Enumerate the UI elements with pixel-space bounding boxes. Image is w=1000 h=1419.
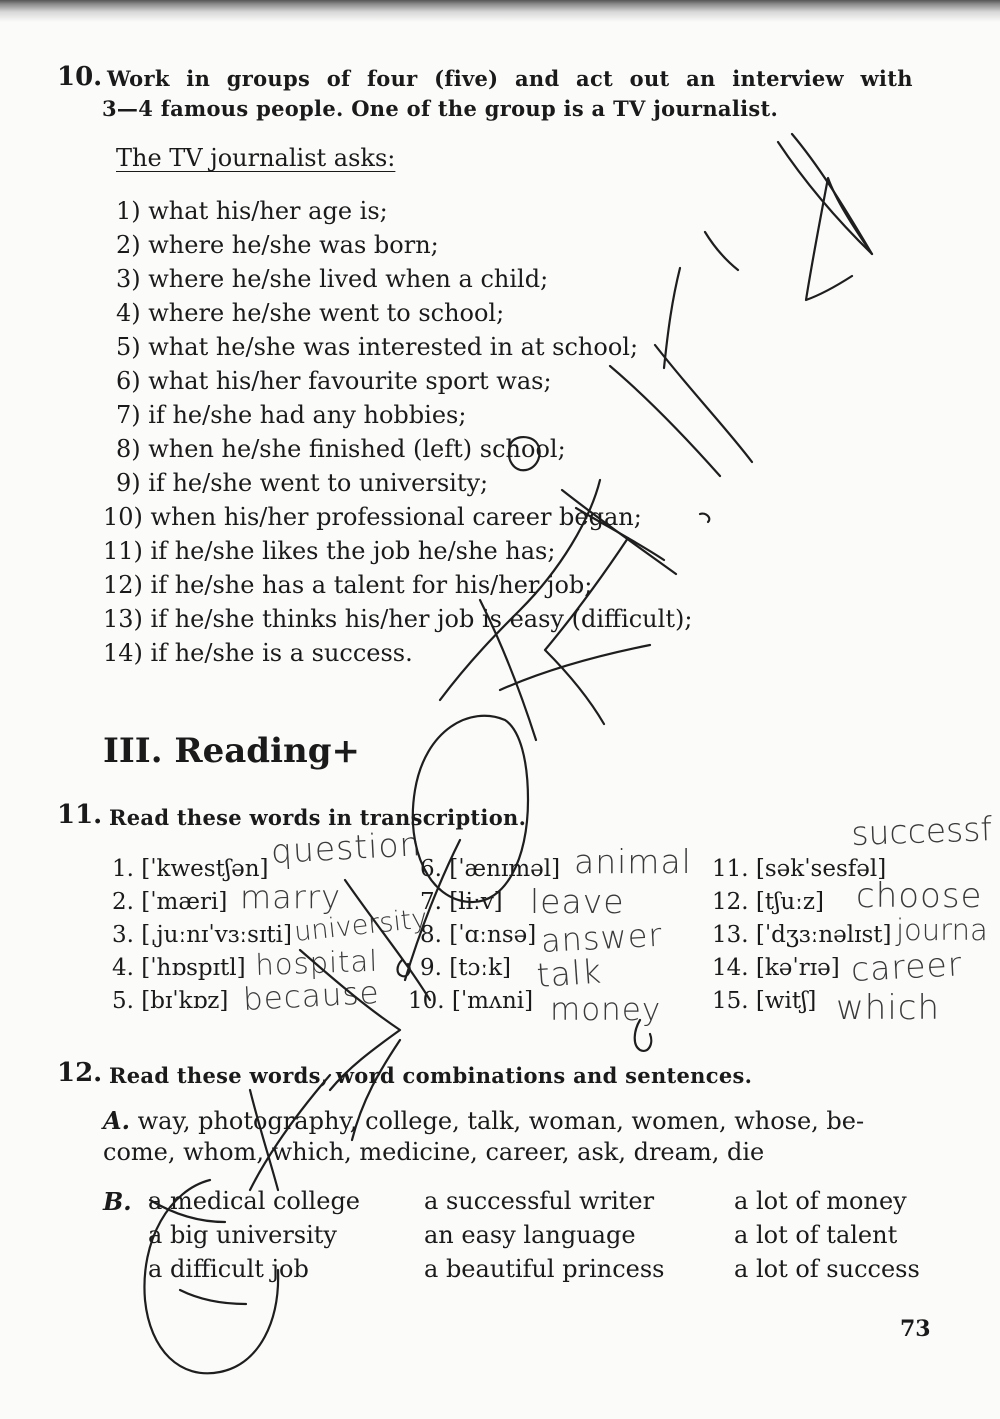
- handwritten-answer: university: [292, 903, 429, 948]
- handwritten-answer: journa: [896, 913, 988, 947]
- task-10-subtitle: The TV journalist asks:: [116, 144, 396, 172]
- question-item: 2) where he/she was born;: [116, 231, 439, 259]
- question-item: 4) where he/she went to school;: [116, 299, 505, 327]
- handwritten-answer: money: [550, 992, 662, 1028]
- scribble-stroke: [664, 268, 680, 368]
- page-number: 73: [900, 1316, 931, 1342]
- task-12-number: 12.: [57, 1058, 103, 1088]
- handwritten-answer: successf: [850, 809, 993, 853]
- transcription-item: 1. [ˈkwestʃən]: [112, 856, 269, 882]
- question-item: 9) if he/she went to university;: [116, 469, 489, 497]
- scribble-stroke: [180, 1290, 246, 1304]
- question-item: 10) when his/her professional career began;: [103, 503, 642, 531]
- handwritten-answer: because: [242, 974, 381, 1018]
- question-item: 3) where he/she lived when a child;: [116, 265, 549, 293]
- task-11-heading: Read these words in transcription.: [109, 805, 527, 830]
- transcription-item: 3. [ˌjuːnɪˈvɜːsɪti]: [112, 922, 292, 948]
- handwritten-answer: question: [269, 824, 423, 871]
- part-a: [103, 1106, 864, 1135]
- handwritten-answer: leave: [530, 882, 625, 921]
- scribble-stroke: [806, 178, 872, 300]
- part-a-label: A.: [103, 1106, 130, 1135]
- scribble-stroke: [500, 645, 650, 690]
- transcription-item: 2. [ˈmæri]: [112, 889, 228, 915]
- transcription-item: 13. [ˈdʒɜːnəlɪst]: [712, 922, 892, 948]
- phrase-item: a lot of success: [734, 1255, 920, 1283]
- scribble-stroke: [655, 345, 752, 462]
- transcription-item: 12. [tʃuːz]: [712, 889, 825, 915]
- transcription-item: 10. [ˈmʌni]: [408, 988, 534, 1014]
- question-item: 11) if he/she likes the job he/she has;: [103, 537, 556, 565]
- phrase-item: a lot of talent: [734, 1221, 898, 1249]
- question-item: 1) what his/her age is;: [116, 197, 388, 225]
- transcription-item: 9. [tɔːk]: [420, 955, 512, 981]
- phrase-item: a beautiful princess: [424, 1255, 665, 1283]
- question-item: 7) if he/she had any hobbies;: [116, 401, 467, 429]
- transcription-item: 6. [ˈænɪməl]: [420, 856, 561, 882]
- task-12-heading: Read these words, word combinations and sentences.: [109, 1063, 753, 1088]
- scribble-stroke: [700, 514, 709, 522]
- task-10-number: 10.: [57, 62, 103, 92]
- phrase-item: a big university: [148, 1221, 337, 1249]
- scan-top-edge: [0, 0, 1000, 22]
- transcription-item: 15. [witʃ]: [712, 988, 817, 1014]
- phrase-item: an easy language: [424, 1221, 636, 1249]
- handwritten-answer: career: [849, 944, 964, 989]
- transcription-item: 7. [liːv]: [420, 889, 503, 915]
- task-10-line2: 3—4 famous people. One of the group is a TV journalist.: [102, 96, 779, 121]
- handwritten-answer: answer: [540, 915, 664, 960]
- transcription-item: 11. [səkˈsesfəl]: [712, 856, 887, 882]
- part-a-line1: way, photography, college, talk, woman, women, whose, be-: [137, 1107, 865, 1135]
- scribble-stroke: [705, 232, 738, 270]
- question-item: 6) what his/her favourite sport was;: [116, 367, 552, 395]
- phrase-item: a medical college: [148, 1187, 361, 1215]
- handwritten-answer: animal: [574, 842, 692, 881]
- transcription-item: 5. [bɪˈkɒz]: [112, 988, 229, 1014]
- handwritten-answer: hospital: [254, 943, 379, 982]
- handwritten-answer: choose: [856, 876, 983, 916]
- phrase-item: a successful writer: [424, 1187, 655, 1215]
- transcription-item: 14. [kəˈrɪə]: [712, 955, 840, 981]
- part-b-label: B.: [103, 1187, 132, 1216]
- phrase-item: a difficult job: [148, 1255, 309, 1283]
- handwritten-answer: marry: [240, 878, 342, 916]
- handwritten-answer: talk: [535, 951, 604, 995]
- question-item: 8) when he/she finished (left) school;: [116, 435, 566, 463]
- question-item: 12) if he/she has a talent for his/her job;: [103, 571, 593, 599]
- transcription-item: 8. [ˈɑːnsə]: [420, 922, 537, 948]
- handwritten-answer: which: [836, 988, 941, 1028]
- question-item: 13) if he/she thinks his/her job is easy (difficult);: [103, 605, 693, 633]
- task-11-number: 11.: [57, 800, 103, 830]
- scribble-stroke: [778, 134, 872, 254]
- phrase-item: a lot of money: [734, 1187, 907, 1215]
- question-item: 5) what he/she was interested in at school;: [116, 333, 639, 361]
- question-item: 14) if he/she is a success.: [103, 639, 413, 667]
- part-a-line2: come, whom, which, medicine, career, ask, dream, die: [103, 1138, 765, 1166]
- scribble-stroke: [610, 366, 720, 476]
- transcription-item: 4. [ˈhɒspɪtl]: [112, 955, 246, 981]
- task-10-line1: Work in groups of four (five) and act out an interview with: [107, 66, 913, 91]
- scribble-stroke: [398, 960, 410, 976]
- section-title: III. Reading+: [103, 731, 360, 771]
